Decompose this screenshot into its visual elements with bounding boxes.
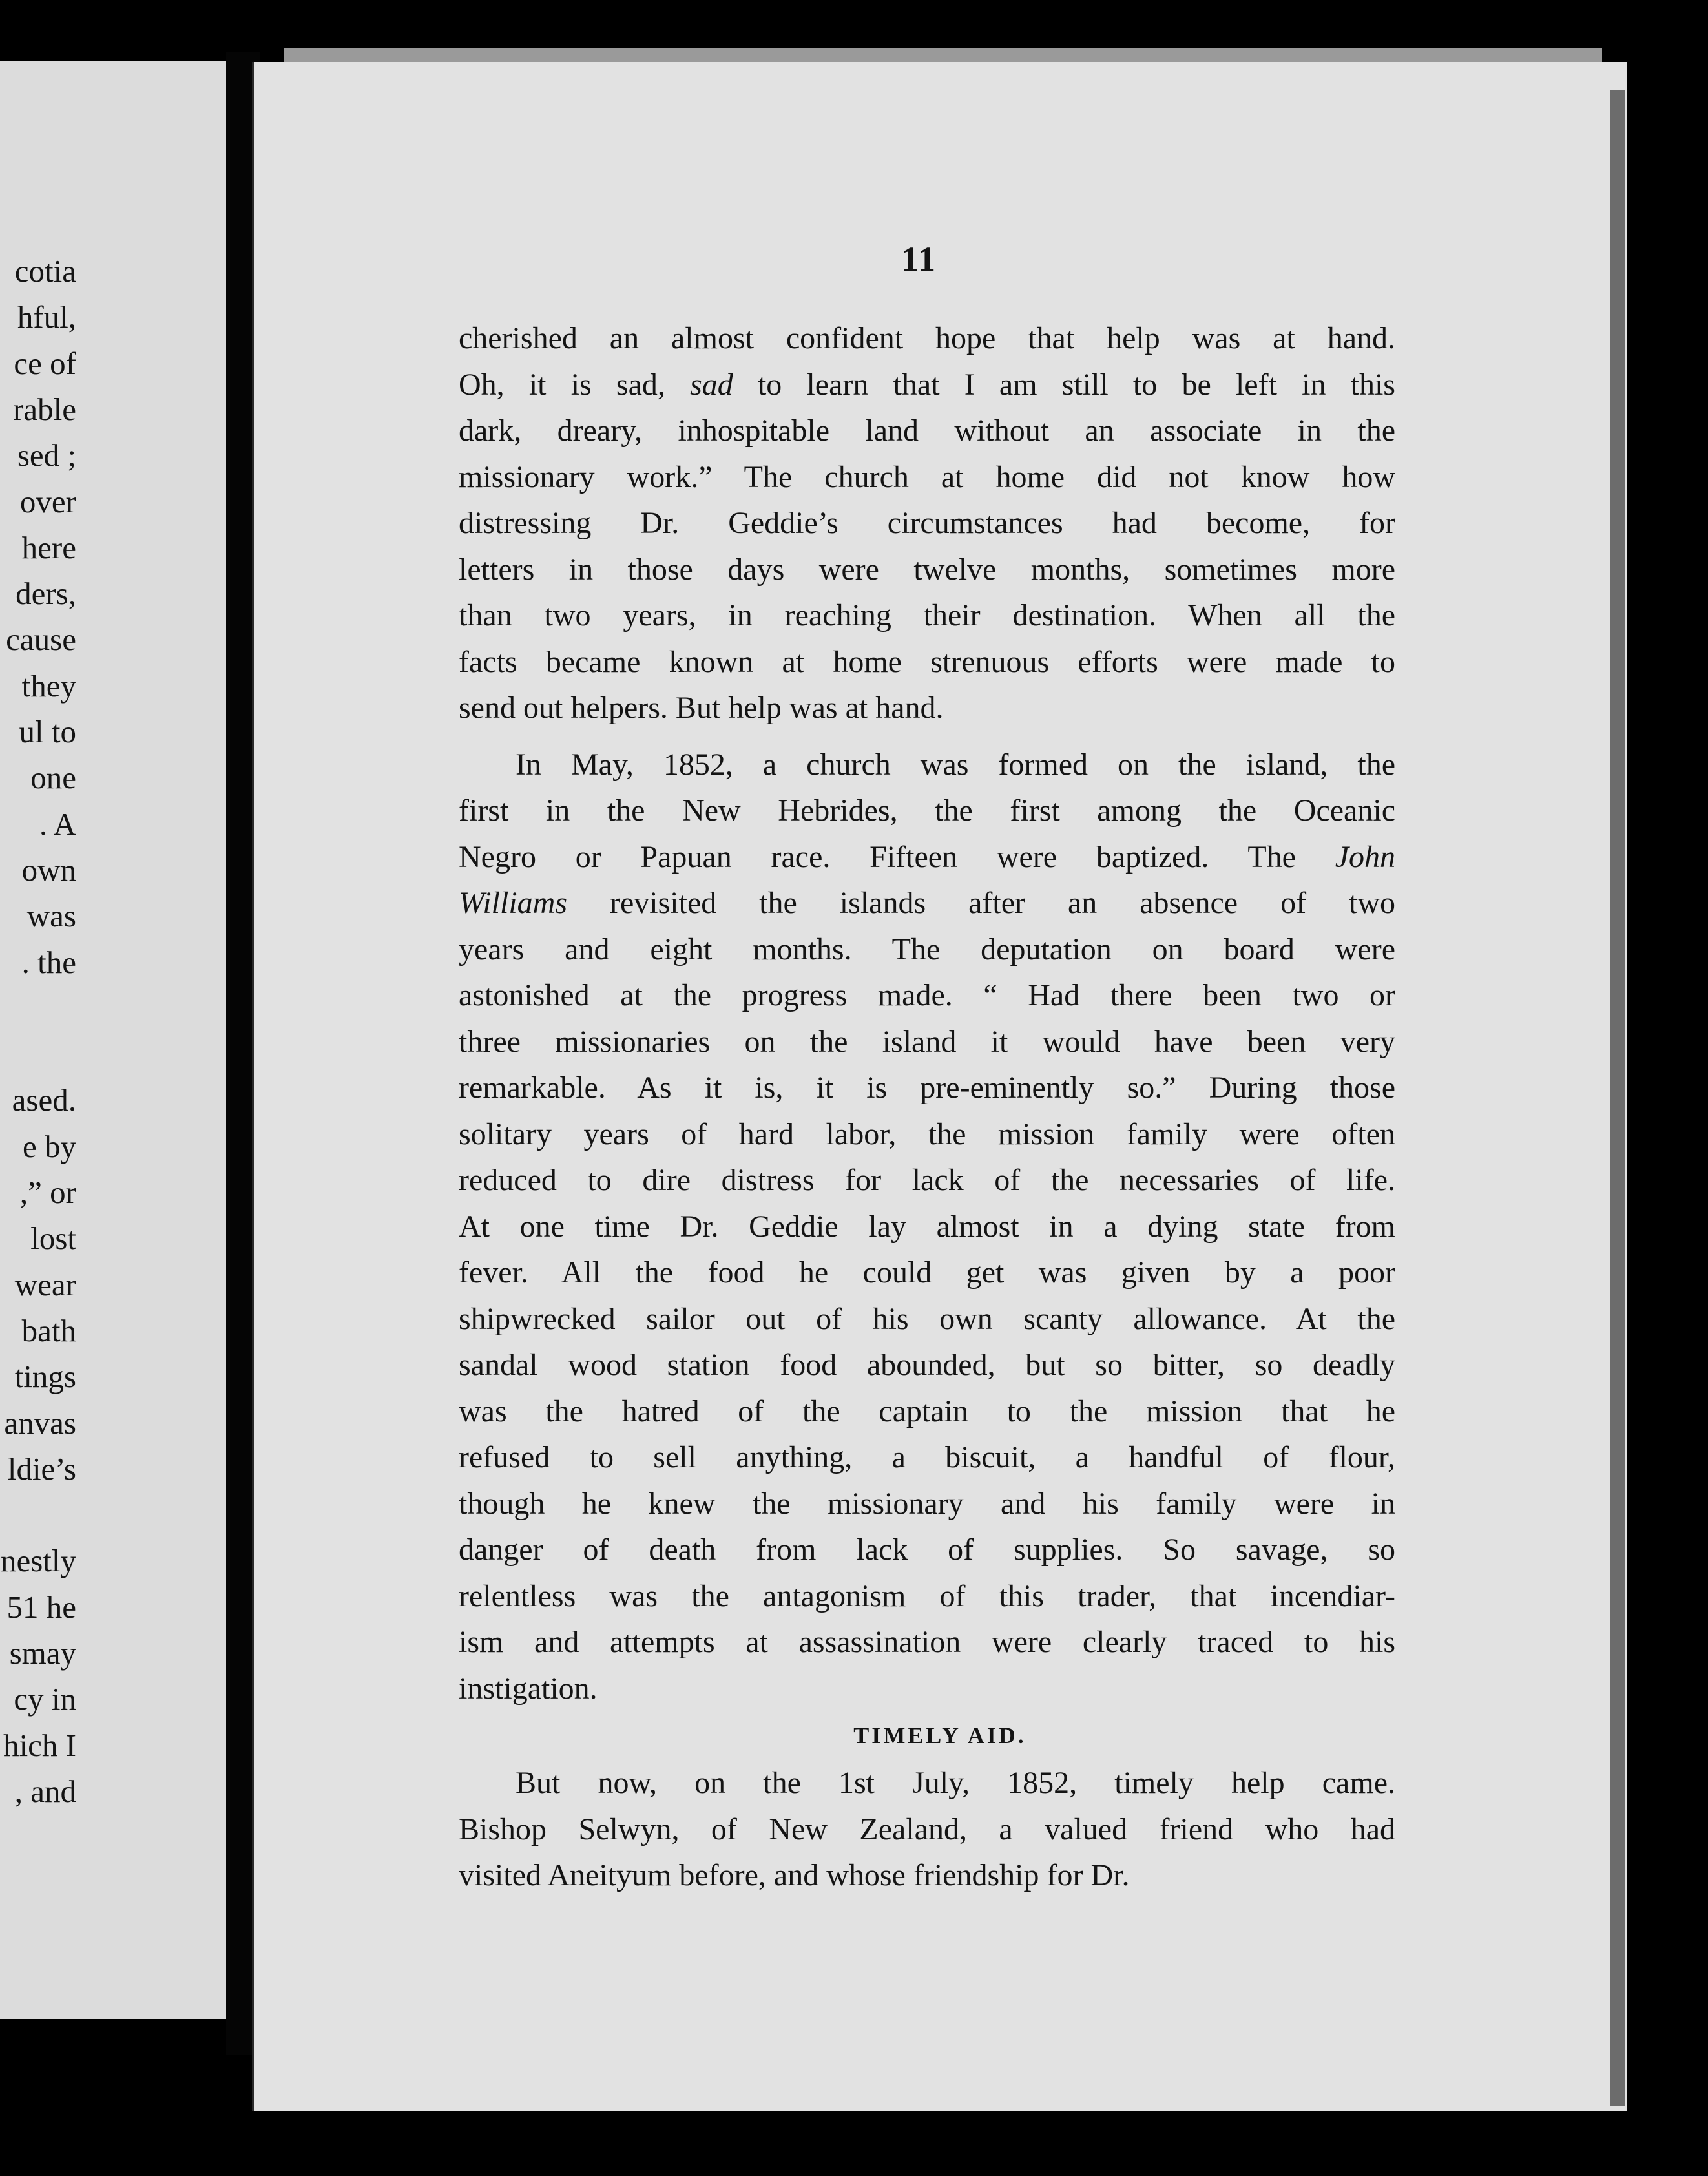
text-line: remarkable. As it is, it is pre-eminently so.” During those — [459, 1071, 1395, 1105]
facing-page-fragment: one — [30, 760, 76, 796]
facing-page-fragment: here — [21, 529, 76, 565]
facing-page-fragment: cotia — [14, 253, 76, 289]
text-line: Oh, it is sad, sad to learn that I am still to be left in this — [459, 367, 1395, 402]
text-line: three missionaries on the island it would have been very — [459, 1024, 1395, 1059]
text-line: danger of death from lack of supplies. So savage, so — [459, 1533, 1395, 1567]
facing-page-fragment: ders, — [16, 576, 76, 612]
text-line: shipwrecked sailor out of his own scanty allowance. At the — [459, 1301, 1395, 1336]
facing-page-fragment: over — [19, 483, 76, 519]
section-heading: TIMELY AID. — [853, 1722, 1026, 1748]
facing-page-fragment: cy in — [14, 1681, 76, 1717]
text-line: fever. All the food he could get was given by a poor — [459, 1255, 1395, 1290]
text-line: Williams revisited the islands after an absence of two — [459, 886, 1395, 920]
text-line: than two years, in reaching their destination. When all the — [459, 598, 1395, 633]
text-line: At one time Dr. Geddie lay almost in a dying state from — [459, 1209, 1395, 1244]
text-line: But now, on the 1st July, 1852, timely help came. — [516, 1766, 1395, 1800]
text-line: Negro or Papuan race. Fifteen were baptized. The John — [459, 839, 1395, 874]
facing-page-fragment: was — [26, 898, 76, 934]
text-line: refused to sell anything, a biscuit, a handful of flour, — [459, 1440, 1395, 1474]
text-line: years and eight months. The deputation on board were — [459, 932, 1395, 967]
text-line: relentless was the antagonism of this trader, that incendiar- — [459, 1578, 1395, 1613]
text-line: solitary years of hard labor, the mission family were often — [459, 1116, 1395, 1151]
text-line: letters in those days were twelve months, sometimes more — [459, 552, 1395, 587]
text-line: dark, dreary, inhospitable land without an associate in the — [459, 413, 1395, 448]
text-line: reduced to dire distress for lack of the necessaries of life. — [459, 1163, 1395, 1197]
facing-page-fragment: wear — [14, 1266, 76, 1302]
facing-page-fragment: ,” or — [19, 1175, 76, 1210]
text-line: send out helpers. But help was at hand. — [459, 691, 944, 725]
text-line: sandal wood station food abounded, but so bitter, so deadly — [459, 1348, 1395, 1382]
text-line: In May, 1852, a church was formed on the island, the — [516, 747, 1395, 782]
facing-page-fragment: anvas — [4, 1405, 76, 1441]
text-line: was the hatred of the captain to the mission that he — [459, 1394, 1395, 1428]
page-right-edge — [1610, 90, 1625, 2106]
facing-page-fragment: e by — [23, 1128, 76, 1164]
paragraph-3 — [459, 1760, 1395, 1899]
text-line: missionary work.” The church at home did not know how — [459, 459, 1395, 494]
facing-page-fragment: they — [21, 667, 76, 704]
page-body — [459, 315, 1395, 1899]
text-line: ism and attempts at assassination were clearly traced to his — [459, 1625, 1395, 1659]
facing-page-fragment: ldie’s — [7, 1450, 76, 1487]
facing-page — [0, 61, 226, 2019]
facing-page-fragment: , and — [14, 1773, 76, 1809]
facing-page-fragment: nestly — [0, 1543, 76, 1579]
facing-page-fragment: ased. — [12, 1082, 76, 1118]
facing-page-fragment: bath — [21, 1312, 76, 1348]
paragraph-2 — [459, 742, 1395, 1712]
facing-page-fragment: sed ; — [17, 437, 76, 474]
text-line: facts became known at home strenuous efforts were made to — [459, 644, 1395, 679]
text-line: though he knew the missionary and his family were in — [459, 1486, 1395, 1521]
paragraph-1 — [459, 315, 1395, 731]
text-line: instigation. — [459, 1671, 598, 1706]
facing-page-fragment: lost — [30, 1220, 76, 1257]
facing-page-fragment: smay — [9, 1635, 76, 1671]
facing-page-fragment: rable — [13, 391, 76, 427]
text-line: distressing Dr. Geddie’s circumstances had become, for — [459, 506, 1395, 540]
facing-page-fragment: cause — [6, 622, 76, 658]
facing-page-fragment: 51 he — [6, 1589, 76, 1625]
facing-page-fragment: hich I — [3, 1727, 76, 1763]
text-line: visited Aneityum before, and whose friendship for Dr. — [459, 1858, 1130, 1892]
facing-page-fragment: own — [21, 852, 76, 888]
text-line: astonished at the progress made. “ Had there been two or — [459, 978, 1395, 1012]
facing-page-fragment: . the — [21, 944, 76, 980]
facing-page-fragment: hful, — [17, 299, 76, 335]
facing-page-fragment: . A — [39, 806, 76, 842]
text-line: first in the New Hebrides, the first among the Oceanic — [459, 793, 1395, 828]
facing-page-fragment: tings — [14, 1359, 76, 1395]
facing-page-fragment: ul to — [19, 714, 76, 749]
page-number: 11 — [901, 240, 937, 278]
text-line: cherished an almost confident hope that help was at hand. — [459, 321, 1395, 355]
facing-page-fragment: ce of — [14, 345, 76, 381]
text-line: Bishop Selwyn, of New Zealand, a valued friend who had — [459, 1812, 1395, 1846]
